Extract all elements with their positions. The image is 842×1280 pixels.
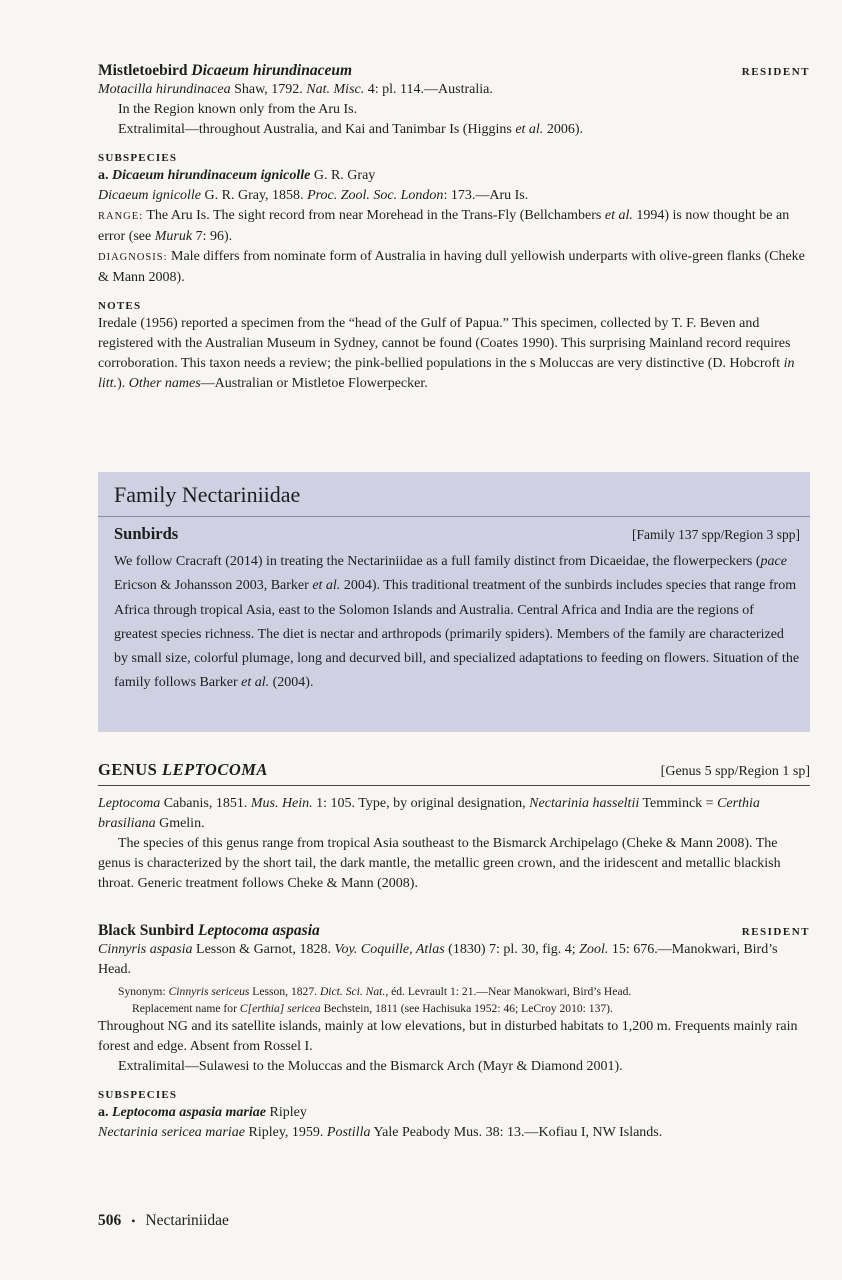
text: Gmelin. [155, 816, 205, 831]
genus-name: LEPTOCOMA [161, 760, 268, 779]
text: Cabanis, 1851. [160, 796, 251, 811]
text: 2004). This traditional treatment of the sunbirds includes species that range from Africa through tropical Asia, east to the Solomon Islands and Australia. Central Africa and India are the regions of greatest species richness. The diet is nectar and arthropods (primarily spiders). Members of the family are characterized by small size, colorful plumage, long and decurved bill, and specialized adaptations to feeding on flowers. Situation of the family follows Barker [114, 578, 800, 691]
range-text [98, 206, 810, 247]
text: The Aru Is. The sight record from near Morehead in the Trans-Fly (Bellchambers [143, 208, 605, 223]
text: C[erthia] sericea [239, 1002, 321, 1015]
diagnosis-text [98, 247, 810, 288]
text: , éd. Levrault 1: 21.—Near Manokwari, Bird’s Head. [385, 985, 632, 998]
family-count: [Family 137 spp/Region 3 spp] [632, 527, 800, 542]
species-citation [98, 80, 810, 100]
text: et al. [604, 208, 633, 223]
species-scientific-name: Leptocoma aspasia [197, 922, 320, 939]
text: et al. [241, 675, 270, 691]
text: 1994) is now thought be an error (see [98, 208, 790, 244]
synonym-text [118, 983, 810, 1000]
text: Bechstein, 1811 (see Hachisuka 1952: 46; LeCroy 2010: 137). [320, 1002, 613, 1015]
text: Mus. Hein. [250, 796, 313, 811]
text: G. R. Gray [310, 168, 376, 183]
genus-title [98, 760, 268, 780]
text: Ripley, 1959. [244, 1125, 327, 1140]
species-citation [98, 940, 810, 980]
text: Extralimital—throughout Australia, and Kai and Tanimbar Is (Higgins [118, 122, 516, 137]
text: Temminck = [639, 796, 718, 811]
genus-section [98, 760, 810, 894]
subspecies-citation [98, 1123, 810, 1143]
footer-bullet: • [131, 1214, 136, 1228]
notes-label: NOTES [98, 300, 142, 312]
region-text: In the Region known only from the Aru Is. [118, 102, 358, 117]
text: et al. [515, 122, 544, 137]
text: 1: 105. Type, by original designation, [312, 796, 530, 811]
species-header [98, 922, 810, 940]
black-sunbird-entry [98, 922, 810, 1143]
replacement-text [118, 1000, 810, 1017]
species-title [98, 62, 352, 80]
species-common-name: Mistletoebird [98, 62, 188, 79]
text: Iredale (1956) reported a specimen from the “head of the Gulf of Papua.” This specimen, collected by T. F. Beven and registered with the Australian Museum in Sydney, cannot be found (Coates 1990). This surprising Mainland record requires corroboration. This taxon needs a review; the pink-bellied populations in the s Moluccas are very distinctive (D. Hobcroft [98, 316, 791, 371]
genus-header [98, 760, 810, 782]
species-title [98, 922, 320, 940]
text: (1830) 7: pl. 30, fig. 4; [444, 942, 580, 957]
text: We follow Cracraft (2014) in treating the Nectariniidae as a full family distinct from Dicaeidae, the flowerpeckers ( [114, 554, 761, 569]
subspecies-label: SUBSPECIES [98, 1089, 178, 1101]
text: Dicaeum ignicolle [98, 188, 202, 203]
text: et al. [312, 578, 341, 594]
text: pace [760, 554, 787, 569]
text: Nectarinia sericea mariae [98, 1125, 245, 1140]
family-box [98, 472, 810, 732]
genus-rule [98, 785, 810, 786]
subspecies-label: SUBSPECIES [98, 152, 178, 164]
text: Voy. Coquille, Atlas [334, 942, 445, 957]
citation-pub: Nat. Misc. [306, 82, 365, 97]
citation-text: 4: pl. 114.—Australia. [364, 82, 493, 97]
family-heading-row [114, 524, 800, 544]
text: : 173.—Aru Is. [443, 188, 529, 203]
range-label: RANGE: [98, 211, 144, 222]
family-heading: Sunbirds [114, 524, 179, 543]
notes-text [98, 314, 810, 394]
text: —Australian or Mistletoe Flowerpecker. [200, 376, 428, 391]
genus-citation [98, 794, 810, 834]
status-label: RESIDENT [741, 926, 810, 938]
text: Lesson, 1827. [249, 985, 320, 998]
text: a. [98, 168, 112, 183]
citation-name: Motacilla hirundinacea [98, 82, 231, 97]
genus-count: [Genus 5 spp/Region 1 sp] [660, 764, 810, 779]
footer-section: Nectariniidae [145, 1212, 229, 1229]
text: 7: 96). [192, 229, 233, 244]
text: Other names [128, 376, 201, 391]
page-number: 506 [98, 1212, 122, 1229]
citation-text: Shaw, 1792. [230, 82, 307, 97]
status-label: RESIDENT [741, 66, 810, 78]
text: Nectarinia hasseltii [529, 796, 640, 811]
text: Male differs from nominate form of Australia in having dull yellowish underparts with olive-green flanks (Cheke & Mann 2008). [98, 249, 805, 285]
subspecies-title [98, 1103, 810, 1123]
family-title: Family Nectariniidae [114, 482, 301, 507]
genus-body: The species of this genus range from tropical Asia southeast to the Bismarck Archipelago (Cheke & Mann 2008). The genus is characterized by the short tail, the dark mantle, the metallic green crown, and the iridescent and metallic blackish throat. Generic treatment follows Cheke & Mann (2008). [98, 836, 781, 891]
text: in litt. [98, 356, 795, 391]
page-footer [98, 1212, 229, 1230]
text: Zool. [579, 942, 609, 957]
text: Muruk [154, 229, 193, 244]
family-rule [98, 516, 810, 517]
text: Certhia brasiliana [98, 796, 760, 831]
text: Ericson & Johansson 2003, Barker [114, 578, 313, 594]
text: Yale Peabody Mus. 38: 13.—Kofiau I, NW Islands. [370, 1125, 663, 1140]
text: Cinnyris aspasia [98, 942, 193, 957]
text: Postilla [326, 1125, 371, 1140]
text: G. R. Gray, 1858. [201, 188, 308, 203]
extralimital-text: Extralimital—Sulawesi to the Moluccas and the Bismarck Arch (Mayr & Diamond 2001). [118, 1059, 623, 1074]
diagnosis-label: DIAGNOSIS: [98, 252, 168, 263]
subspecies-name: Dicaeum hirundinaceum ignicolle [112, 168, 311, 183]
species-scientific-name: Dicaeum hirundinaceum [191, 62, 353, 79]
subspecies-citation [98, 186, 810, 206]
text: 2006). [543, 122, 583, 137]
species-header [98, 62, 810, 80]
text: Synonym: [118, 985, 169, 998]
mistletoebird-entry [98, 62, 810, 394]
extralimital-text [98, 120, 810, 140]
text: Ripley [266, 1105, 307, 1120]
text: ). [117, 376, 129, 391]
subspecies-title [98, 166, 810, 186]
subspecies-name: Leptocoma aspasia mariae [112, 1105, 266, 1120]
synonym-block [98, 983, 810, 1017]
range-text: Throughout NG and its satellite islands, mainly at low elevations, but in disturbed habitats to 1,200 m. Frequents mainly rain forest and edge. Absent from Rossel I. [98, 1019, 798, 1054]
species-common-name: Black Sunbird [98, 922, 195, 939]
text: a. [98, 1105, 112, 1120]
text: Proc. Zool. Soc. London [307, 188, 444, 203]
text: Lesson & Garnot, 1828. [192, 942, 335, 957]
genus-label: GENUS [98, 760, 162, 779]
text: Dict. Sci. Nat. [319, 985, 386, 998]
text: Replacement name for [132, 1002, 240, 1015]
text: Cinnyris sericeus [168, 985, 250, 998]
text: (2004). [269, 675, 314, 691]
text: 15: 676.—Manokwari, Bird’s Head. [98, 942, 778, 977]
text: Leptocoma [98, 796, 161, 811]
family-body [114, 550, 800, 696]
